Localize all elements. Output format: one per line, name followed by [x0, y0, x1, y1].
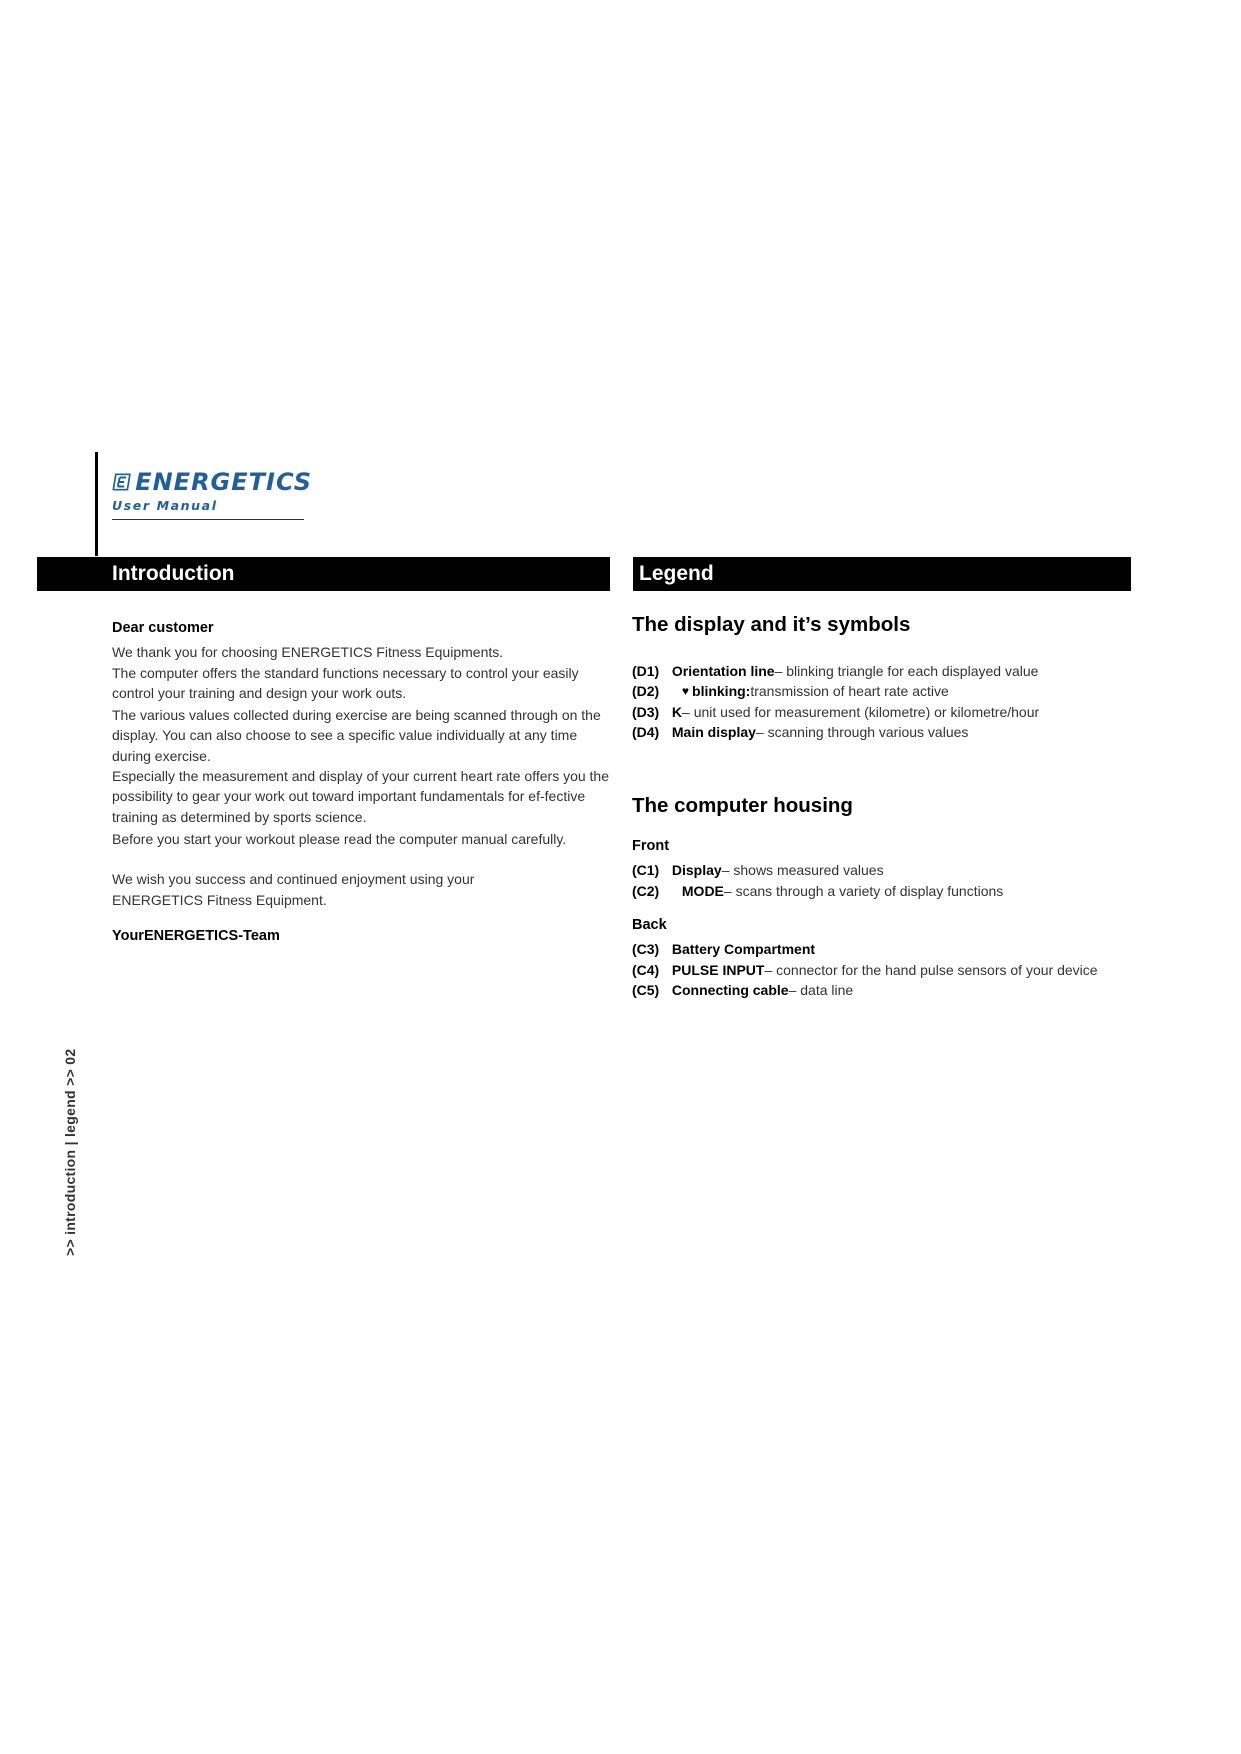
- legend-code: (C3): [632, 941, 660, 958]
- heart-icon: ♥: [681, 684, 690, 699]
- legend-item-d1: [632, 661, 1142, 681]
- brand-name: ENERGETICS: [135, 468, 312, 496]
- legend-term: PULSE INPUT: [671, 961, 765, 978]
- legend-item-c2: [632, 881, 1142, 901]
- intro-paragraph: We thank you for choosing ENERGETICS Fitness Equipments.: [112, 644, 504, 661]
- legend-code: (D3): [632, 703, 660, 720]
- introduction-heading: Introduction: [37, 557, 610, 591]
- legend-term: blinking:: [692, 683, 751, 700]
- legend-code: (C5): [632, 981, 660, 998]
- legend-code: (D1): [632, 663, 660, 679]
- brand-subtitle: User Manual: [112, 498, 218, 513]
- back-label: Back: [632, 917, 667, 934]
- housing-section-title: The computer housing: [632, 794, 853, 818]
- legend-term: Battery Compartment: [671, 941, 816, 958]
- legend-desc: – unit used for measurement (kilometre) or kilometre/hour: [682, 703, 1040, 720]
- legend-term: Connecting cable: [671, 981, 789, 998]
- page-marker: >> introduction | legend >> 02: [62, 1048, 78, 1256]
- introduction-column: [112, 618, 610, 950]
- legend-term: Display: [671, 862, 722, 879]
- energetics-e-icon: [112, 468, 131, 496]
- legend-term: Orientation line: [671, 663, 775, 679]
- legend-item-d3: [632, 702, 1142, 722]
- front-label: Front: [632, 838, 670, 855]
- legend-code: (D4): [632, 723, 660, 740]
- legend-code: (C4): [632, 961, 660, 978]
- legend-desc: – scanning through various values: [755, 723, 969, 740]
- intro-paragraph: Before you start your workout please read the computer manual carefully.: [112, 830, 567, 847]
- logo-underline: [112, 519, 304, 520]
- legend-code: (C2): [632, 882, 660, 899]
- legend-term: Main display: [671, 723, 756, 740]
- legend-desc: – connector for the hand pulse sensors of your device: [764, 961, 1098, 978]
- brand-logo: [112, 468, 312, 514]
- legend-code: (C1): [632, 862, 660, 879]
- legend-item-c5: [632, 980, 1142, 1000]
- legend-term: K: [671, 703, 683, 720]
- legend-item-c4: [632, 960, 1142, 980]
- legend-desc: transmission of heart rate active: [750, 683, 949, 700]
- legend-desc: – scans through a variety of display functions: [723, 882, 1004, 899]
- signature: YourENERGETICS-Team: [112, 927, 280, 944]
- legend-item-c3: [632, 939, 1142, 959]
- salutation: Dear customer: [112, 620, 214, 636]
- legend-item-d4: [632, 722, 1142, 742]
- closing-paragraph: We wish you success and continued enjoyment using your ENERGETICS Fitness Equipment.: [112, 871, 475, 908]
- legend-desc: – data line: [788, 981, 854, 998]
- intro-paragraph: The various values collected during exercise are being scanned through on the display. You can also choose to see a specific value individually at any time during exercise.: [112, 707, 601, 764]
- legend-term: MODE: [681, 882, 724, 899]
- display-section-title: The display and it’s symbols: [632, 613, 911, 636]
- legend-item-c1: [632, 860, 1142, 880]
- legend-desc: – shows measured values: [721, 862, 884, 879]
- intro-paragraph: Especially the measurement and display of your current heart rate offers you the possibility to gear your work out toward important fundamentals for ef-fective training as determined by sports science.: [112, 768, 610, 825]
- legend-desc: – blinking triangle for each displayed value: [774, 663, 1039, 679]
- legend-item-d2: [632, 681, 1142, 701]
- header-vertical-rule: [95, 452, 98, 556]
- legend-column: [632, 611, 1142, 1000]
- legend-heading: Legend: [633, 557, 1131, 591]
- legend-code: (D2): [632, 683, 660, 700]
- intro-paragraph: The computer offers the standard functions necessary to control your easily control your training and design your work outs.: [112, 664, 579, 701]
